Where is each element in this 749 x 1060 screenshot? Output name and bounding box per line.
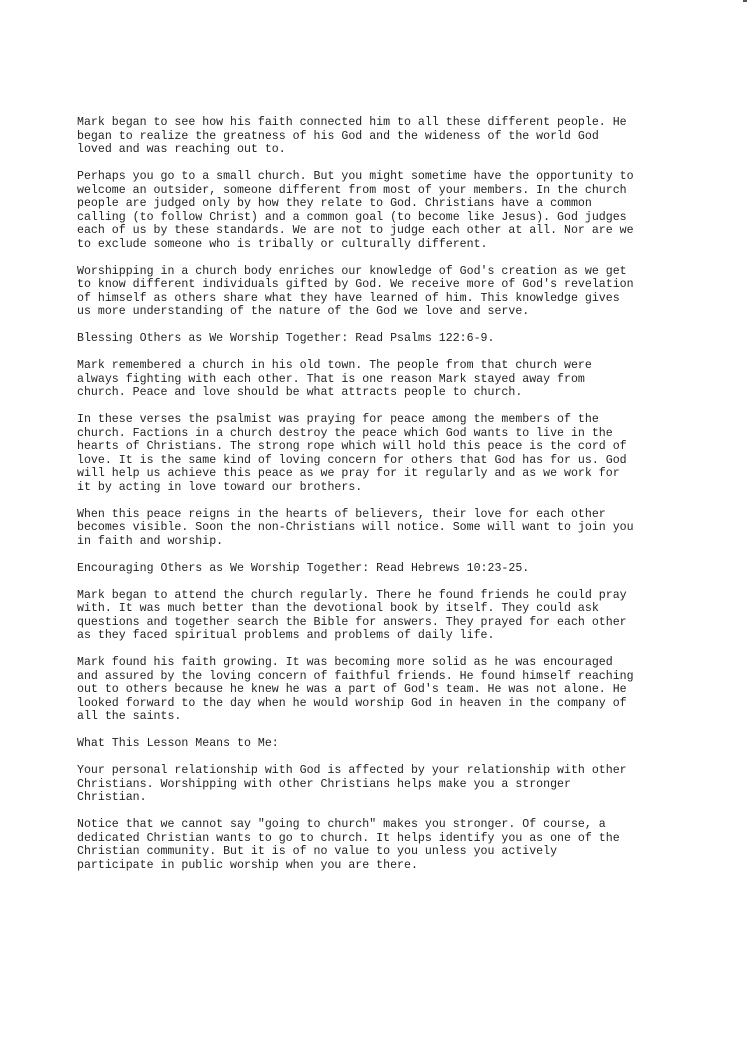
text-line: Encouraging Others as We Worship Together: Read Hebrews 10:23-25. (77, 561, 530, 575)
paragraph-psalmist-praying (77, 413, 677, 494)
text-line: When this peace reigns in the hearts of believers, their love for each other (77, 507, 606, 521)
text-line: began to realize the greatness of his God and the wideness of the world God (77, 129, 599, 143)
text-line: love. It is the same kind of loving concern for others that God has for us. God (77, 453, 627, 467)
text-line: Mark began to attend the church regularly. There he found friends he could pray (77, 588, 627, 602)
paragraph-mark-growing (77, 656, 677, 724)
text-line: loved and was reaching out to. (77, 143, 286, 156)
text-line: church. Factions in a church destroy the peace which God wants to live in the (77, 426, 613, 440)
text-line: Perhaps you go to a small church. But you might sometime have the opportunity to (77, 170, 634, 183)
text-line: to know different individuals gifted by God. We receive more of God's revelation (77, 278, 634, 291)
text-line: and assured by the loving concern of faithful friends. He found himself reaching (77, 669, 634, 683)
paragraph-heading-blessing (77, 332, 677, 346)
text-line: church. Peace and love should be what attracts people to church. (77, 386, 523, 399)
paragraph-personal-relationship (77, 764, 677, 805)
text-line: it by acting in love toward our brothers. (77, 480, 363, 494)
text-line: all the saints. (77, 710, 182, 723)
text-line: calling (to follow Christ) and a common goal (to become like Jesus). God judges (77, 210, 627, 224)
text-line: looked forward to the day when he would worship God in heaven in the company of (77, 696, 627, 710)
text-line: becomes visible. Soon the non-Christians will notice. Some will want to join you (77, 521, 634, 534)
paragraph-heading-encouraging (77, 562, 677, 576)
text-line: out to others because he knew he was a part of God's team. He was not alone. He (77, 683, 627, 696)
document-body (77, 116, 677, 886)
paragraph-peace-reigns (77, 508, 677, 549)
text-line: Worshipping in a church body enriches our knowledge of God's creation as we get (77, 264, 627, 278)
text-line: In these verses the psalmist was praying for peace among the members of the (77, 413, 599, 426)
text-line: as they faced spiritual problems and problems of daily life. (77, 629, 495, 642)
text-line: Christian community. But it is of no value to you unless you actively (77, 845, 558, 858)
text-line: Christians. Worshipping with other Christians helps make you a stronger (77, 777, 571, 791)
text-line: always fighting with each other. That is one reason Mark stayed away from (77, 372, 585, 386)
text-line: What This Lesson Means to Me: (77, 737, 279, 750)
text-line: people are judged only by how they relate to God. Christians have a common (77, 197, 592, 210)
text-line: participate in public worship when you are there. (77, 858, 418, 872)
text-line: Notice that we cannot say "going to church" makes you stronger. Of course, a (77, 818, 606, 831)
text-line: Mark remembered a church in his old town. The people from that church were (77, 359, 592, 372)
text-line: to exclude someone who is tribally or culturally different. (77, 237, 488, 251)
paragraph-going-to-church (77, 818, 677, 872)
text-line: will help us achieve this peace as we pray for it regularly and as we work for (77, 467, 620, 480)
text-line: questions and together search the Bible for answers. They prayed for each other (77, 615, 627, 629)
paragraph-small-church (77, 170, 677, 251)
text-line: of himself as others share what they have learned of him. This knowledge gives (77, 291, 620, 305)
paragraph-heading-lesson (77, 737, 677, 751)
text-line: Blessing Others as We Worship Together: Read Psalms 122:6-9. (77, 332, 495, 345)
text-line: dedicated Christian wants to go to church. It helps identify you as one of the (77, 831, 620, 845)
text-line: welcome an outsider, someone different from most of your members. In the church (77, 183, 627, 197)
text-line: us more understanding of the nature of the God we love and serve. (77, 305, 530, 318)
text-line: hearts of Christians. The strong rope which will hold this peace is the cord of (77, 440, 627, 453)
paragraph-mark-attend (77, 589, 677, 643)
paragraph-worshipping-enriches (77, 265, 677, 319)
text-line: in faith and worship. (77, 534, 224, 548)
text-line: Your personal relationship with God is affected by your relationship with other (77, 764, 627, 777)
scan-corner-mark (743, 0, 747, 2)
paragraph-mark-faith-connected (77, 116, 677, 157)
text-line: Christian. (77, 791, 147, 804)
text-line: with. It was much better than the devotional book by itself. They could ask (77, 602, 599, 615)
paragraph-mark-remembered (77, 359, 677, 400)
text-line: each of us by these standards. We are not to judge each other at all. Nor are we (77, 224, 634, 237)
text-line: Mark found his faith growing. It was becoming more solid as he was encouraged (77, 656, 613, 669)
text-line: Mark began to see how his faith connected him to all these different people. He (77, 116, 627, 129)
